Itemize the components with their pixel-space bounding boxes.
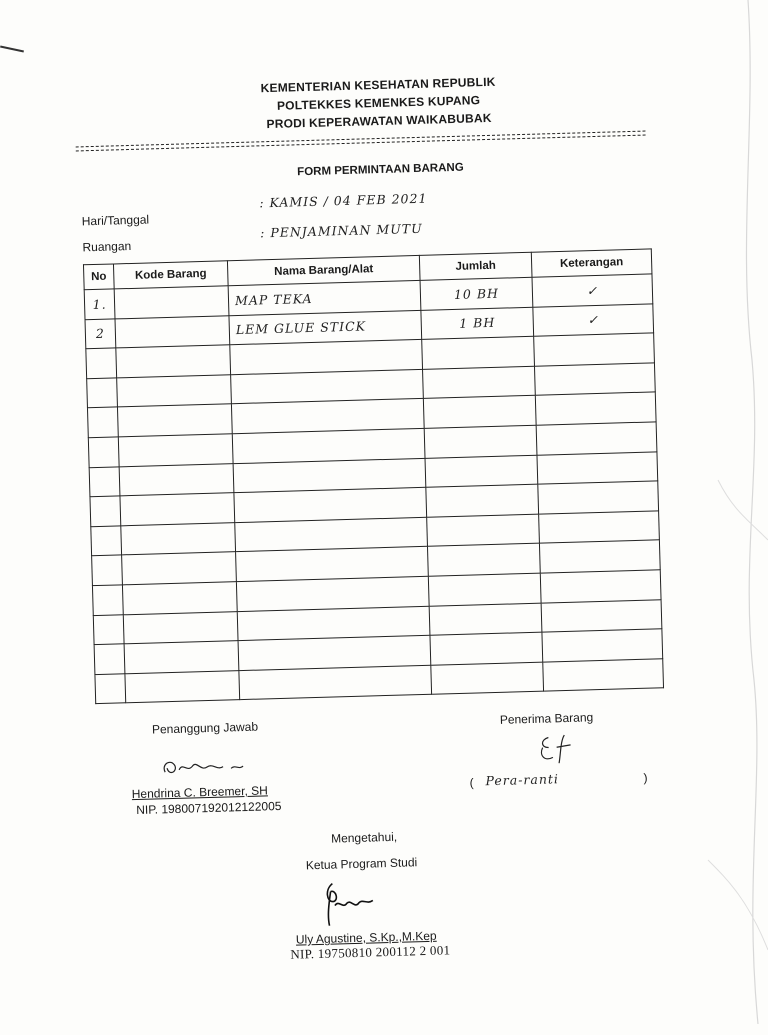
receiver-name-bracket-close: ) [643,770,648,785]
responsible-nip: NIP. 198007192012122005 [136,798,282,818]
empty-cell [117,375,232,408]
empty-cell [125,670,240,703]
empty-cell [122,552,237,585]
empty-cell [123,611,238,644]
empty-cell [91,526,122,556]
empty-cell [122,582,237,615]
receiver-name: Pera-ranti [485,771,560,789]
empty-cell [88,437,119,467]
receiver-title: Penerima Barang [499,710,594,727]
room-value: : PENJAMINAN MUTU [259,220,423,241]
date-label: Hari/Tanggal [81,212,150,229]
empty-cell [429,603,542,636]
row-no: 2 [85,319,116,349]
empty-cell [92,585,123,615]
empty-cell [95,674,126,704]
col-kode-barang: Kode Barang [113,261,228,289]
head-name: Uly Agustine, S.Kp.,M.Kep [295,928,437,947]
header-poltekkes: POLTEKKES KEMENKES KUPANG [276,93,481,113]
empty-cell [87,378,118,408]
empty-cell [93,614,124,644]
responsible-signature [157,749,268,782]
empty-cell [119,463,234,496]
known-by: Mengetahui, [330,829,398,846]
empty-cell [543,658,664,691]
empty-cell [94,644,125,674]
empty-cell [121,522,236,555]
head-signature [316,878,377,930]
check-icon: ✓ [532,274,653,307]
empty-cell [426,484,539,517]
col-no: No [83,264,114,290]
empty-cell [118,434,233,467]
empty-cell [539,511,660,544]
empty-cell [536,422,657,455]
empty-cell [89,466,120,496]
empty-cell [239,665,432,700]
row-jumlah: 1 BH [421,307,534,340]
col-keterangan: Keterangan [531,249,652,277]
header-ministry: KEMENTERIAN KESEHATAN REPUBLIK [260,74,496,96]
col-nama-barang: Nama Barang/Alat [227,255,420,285]
empty-cell [537,451,658,484]
row-jumlah: 10 BH [420,277,533,310]
row-nama: LEM GLUE STICK [229,310,422,345]
empty-cell [539,540,660,573]
empty-cell [124,641,239,674]
check-icon: ✓ [533,304,654,337]
empty-cell [538,481,659,514]
empty-cell [541,599,662,632]
empty-cell [424,425,537,458]
responsible-name: Hendrina C. Breemer, SH [131,783,268,802]
head-title: Ketua Program Studi [305,855,418,873]
date-value: : KAMIS / 04 FEB 2021 [259,190,428,211]
empty-cell [540,570,661,603]
room-label: Ruangan [82,238,132,255]
empty-cell [87,407,118,437]
col-jumlah: Jumlah [419,252,532,280]
empty-cell [117,404,232,437]
empty-cell [428,573,541,606]
empty-cell [535,392,656,425]
responsible-title: Penanggung Jawab [151,719,259,737]
empty-cell [431,662,544,695]
empty-cell [423,396,536,429]
head-nip: NIP. 19750810 200112 2 001 [290,942,451,962]
empty-cell [542,629,663,662]
empty-cell [116,345,231,378]
empty-cell [427,544,540,577]
receiver-name-bracket-open: ( [469,775,474,790]
row-kode [114,286,229,319]
empty-cell [423,366,536,399]
empty-cell [120,493,235,526]
form-title: FORM PERMINTAAN BARANG [297,161,464,179]
empty-cell [534,363,655,396]
empty-cell [534,333,655,366]
items-table [83,248,664,704]
empty-cell [86,348,117,378]
paper-wrinkle [678,0,768,1024]
empty-cell [90,496,121,526]
receiver-signature [534,730,587,767]
empty-cell [422,336,535,369]
empty-rows [86,333,664,704]
row-nama: MAP TEKA [228,280,421,315]
row-kode [115,315,230,348]
empty-cell [427,514,540,547]
header-prodi: PRODI KEPERAWATAN WAIKABUBAK [266,110,492,132]
empty-cell [425,455,538,488]
empty-cell [430,632,543,665]
row-no: 1. [84,289,115,319]
empty-cell [92,555,123,585]
